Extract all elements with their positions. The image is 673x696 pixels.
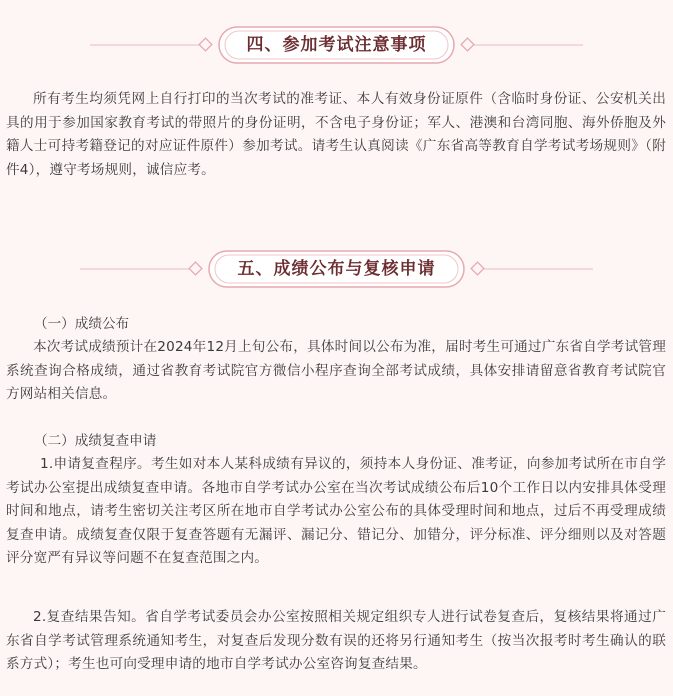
section-title: 五、成绩公布与复核申请 <box>237 259 436 279</box>
section-header-4 <box>0 25 673 65</box>
review-procedure-item: 1.申请复查程序。考生如对本人某科成绩有异议的，须持本人身份证、准考证，向参加考试所在市自学考试办公室提出成绩复查申请。各地市自学考试办公室在当次考试成绩公布后10个工作日以内安排具体受理时间和地点，请考生密切关注考区所在地市自学考试办公室公布的具体受理时间和地点，过后不再受理成绩复查申请。成绩复查仅限于复查答题有无漏评、漏记分、错记分、加错分，评分标准、评分细则以及对答题评分宽严有异议等问题不在复查范围之内。 <box>6 456 666 566</box>
section-4-body: 所有考生均须凭网上自行打印的当次考试的准考证、本人有效身份证原件（含临时身份证、公安机关出具的用于参加国家教育考试的带照片的身份证明，不含电子身份证；军人、港澳和台湾同胞、海外侨胞及外籍人士可持考籍登记的对应证件原件）参加考试。请考生认真阅读《广东省高等教育自学考试考场规则》（附件4），遵守考场规则，诚信应考。 <box>6 91 666 178</box>
review-result-item: 2.复查结果告知。省自学考试委员会办公室按照相关规定组织专人进行试卷复查后，复核结果将通过广东省自学考试管理系统通知考生，对复查后发现分数有误的还将另行通知考生（按当次报考时考生确认的联系方式）；考生也可向受理申请的地市自学考试办公室咨询复查结果。 <box>6 609 666 672</box>
subsection-title-review: （二）成绩复查申请 <box>34 433 157 449</box>
results-body: 本次考试成绩预计在2024年12月上旬公布，具体时间以公布为准，届时考生可通过广东省自学考试管理系统查询合格成绩，通过省教育考试院官方微信小程序查询全部考试成绩，具体安排请留意省教育考试院官方网站相关信息。 <box>6 339 666 402</box>
subsection-title-results: （一）成绩公布 <box>34 316 130 332</box>
section-header-5 <box>0 249 673 289</box>
section-title: 四、参加考试注意事项 <box>246 35 427 55</box>
